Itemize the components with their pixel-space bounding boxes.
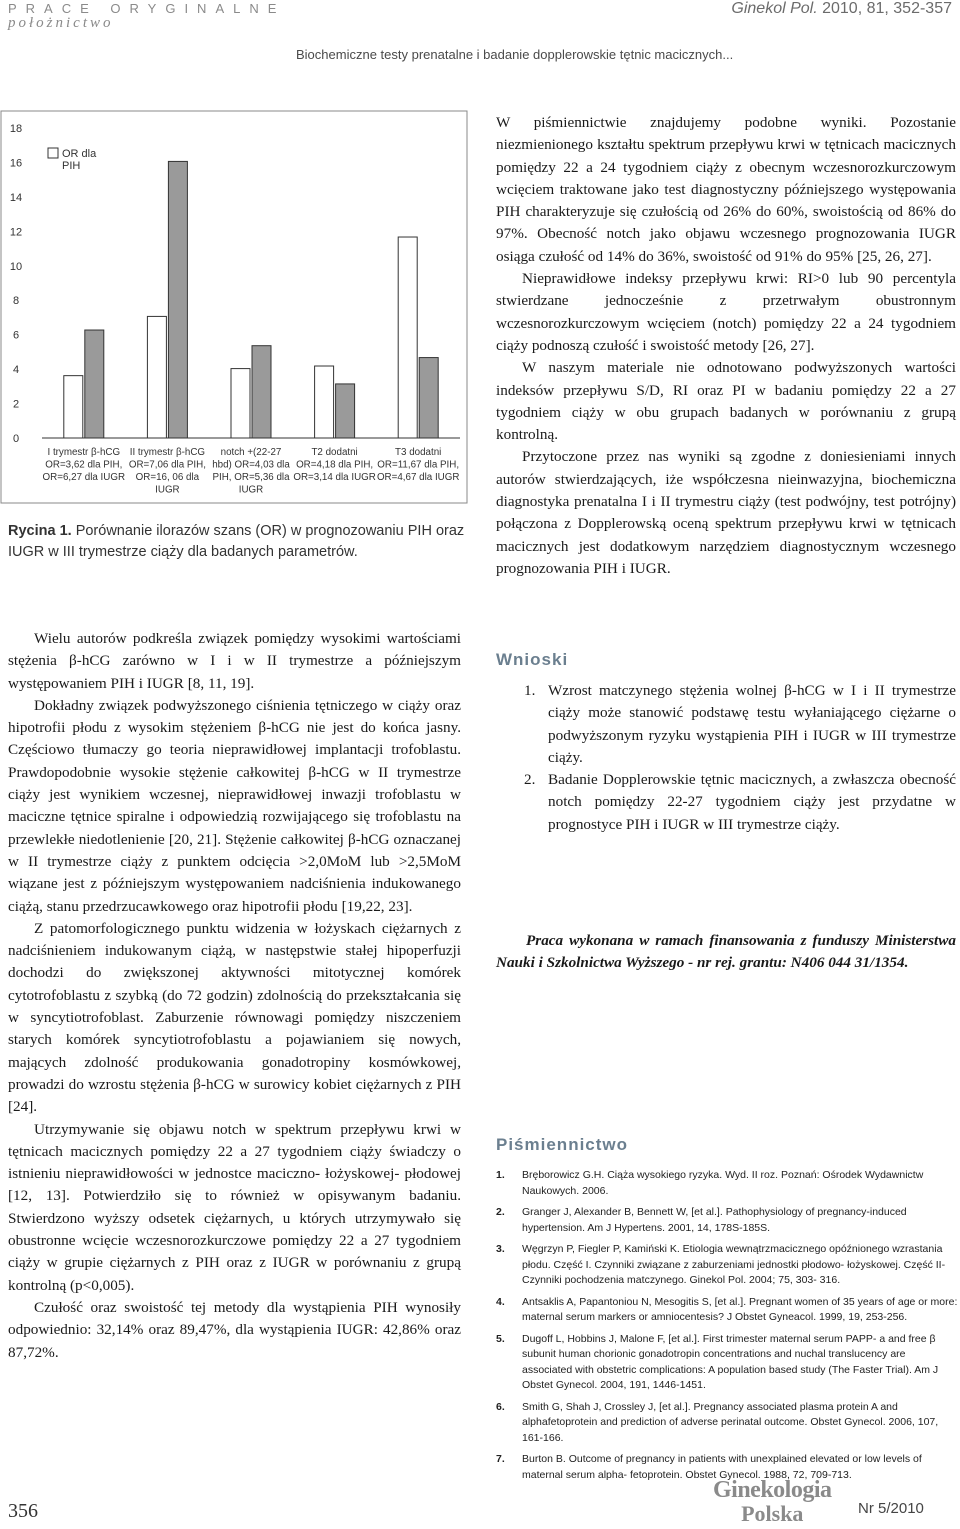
list-item-text: Badanie Dopplerowskie tętnic macicznych, a zwłaszcza obecność notch pomiędzy 22-27 tygodniem ciąży jest przydatne w prognostyce PIH i IUGR w III trymestrze ciąży.	[548, 771, 956, 833]
y-tick-label: 16	[9, 157, 23, 170]
reference-item	[496, 1242, 958, 1289]
bar-pih	[231, 369, 250, 438]
paragraph: Z patomorfologicznego punktu widzenia w łożyskach ciężarnych z nadciśnieniem indukowanym ciążą, w następstwie stałej hipoperfuzji dochodzi do zwiększonej aktywności mitotycznej komórek cytotrofoblastu z szybką (do 72 godzin) zdolnością do przekształcania się w syncytiotrofoblast. Zaburzenie równowagi pomiędzy niszczeniem starych komórek syncytiotrofoblastu a pojawianiem się nowych, mających zdolność produkowania gonadotropiny kosmówkowej, prowadzi do wzrostu stężenia β-hCG w surowicy kobiet ciężarnych z PIH [24].	[8, 919, 461, 1116]
x-tick-label: OR=4,67 dla IUGR	[376, 472, 460, 483]
x-tick-label: T2 dodatni	[311, 447, 358, 458]
legend-swatch	[48, 148, 58, 158]
journal-logo	[713, 1478, 832, 1526]
figure-caption	[8, 521, 468, 563]
journal-name: Ginekol Pol.	[731, 0, 818, 17]
y-tick-label: 4	[12, 364, 20, 377]
reference-item	[496, 1332, 958, 1394]
y-tick-label: 14	[9, 191, 23, 204]
references-heading: Piśmiennictwo	[496, 1135, 629, 1154]
reference-number: 6.	[496, 1400, 505, 1413]
reference-text: Antsaklis A, Papantoniou N, Mesogitis S, [et al.]. Pregnant women of 35 years of age or more: maternal serum markers or amniocentesis? J Obstet Gyneacol. 1999, 19, 253-256.	[522, 1295, 958, 1323]
bar-pih	[147, 316, 166, 438]
bar-pih	[398, 237, 417, 438]
legend-label: OR dla	[62, 148, 97, 160]
page-header-section	[8, 2, 285, 31]
journal-ref: 2010, 81, 352-357	[817, 0, 952, 17]
right-column-body	[496, 112, 956, 580]
left-column-body	[8, 628, 461, 1364]
x-tick-label: hbd) OR=4,03 dla	[212, 459, 290, 471]
x-tick-label: IUGR	[155, 484, 180, 496]
x-tick-label: OR=4,18 dla PIH,	[296, 459, 374, 471]
section-label: PRACE ORYGINALNE	[8, 1, 286, 16]
or-bar-chart	[0, 110, 470, 505]
bar-iugr	[419, 358, 438, 438]
x-tick-label: OR=6,27 dla IUGR	[42, 472, 126, 483]
page-number: 356	[8, 1500, 38, 1522]
reference-number: 4.	[496, 1295, 505, 1308]
reference-item	[496, 1295, 958, 1326]
reference-text: Granger J, Alexander B, Bennett W, [et al.]. Pathophysiology of pregnancy-induced hypertension. Am J Hypertens. 2001, 14, 178S-185S.	[522, 1206, 907, 1234]
paragraph: W naszym materiale nie odnotowano podwyższonych wartości indeksów przepływu S/D, RI oraz PI w badaniu pomiędzy 22 a 27 tygodniem ciąży w obu grupach badanych w porównaniu z grupą kontrolną.	[496, 359, 956, 444]
reference-item	[496, 1205, 958, 1236]
paragraph: Dokładny związek podwyższonego ciśnienia tętniczego w ciąży oraz hipotrofii płodu z wysokim stężeniem β-hCG nie jest do końca jasny. Częściowo tłumaczy go teoria nieprawidłowej implantacji trofoblastu. Prawdopodobnie wysokie stężenie całkowitej β-hCG w II trymestrze ciąży jest wynikiem wczesnej, nieprawidłowej inwazji trofoblastu w maciczne tętnice spiralne i odpowiedzią rozwijającego się trofoblastu na przewlekłe niedotlenienie [20, 21]. Stężenie całkowitej β-hCG oznaczanej w II trymestrze ciąży z punktem odcięcia >2,0MoM lub >2,5MoM wiązane jest z późniejszym występowaniem nadciśnienia indukowanego ciążą, stanu przedrzucawkowego oraz hipotrofii płodu [19,22, 23].	[8, 696, 461, 915]
list-item-text: Wzrost matczynego stężenia wolnej β-hCG w I i II trymestrze ciąży może stanowić podstawę testu wyłaniającego ciężarne o podwyższonym ryzyku wystąpienia PIH i IUGR w III trymestrze ciąży.	[548, 682, 956, 766]
logo-line: Polska	[741, 1501, 804, 1526]
issue-number: Nr 5/2010	[858, 1500, 924, 1517]
reference-text: Węgrzyn P, Fiegler P, Kamiński K. Etiologia wewnątrzmacicznego opóźnionego wzrastania płodu. Część I. Czynniki związane z zaburzeniami jednostki płodowo- łożyskowej. Część II- Czynniki pochodzenia matczynego. Ginekol Pol. 2004; 75, 303- 316.	[522, 1243, 946, 1286]
paragraph: Czułość oraz swoistość tej metody dla wystąpienia PIH wynosiły odpowiednio: 32,14% oraz 89,47%, dla wystąpienia IUGR: 42,86% oraz 87,72%.	[8, 1298, 461, 1361]
y-tick-label: 18	[9, 123, 23, 135]
paragraph: W piśmiennictwie znajdujemy podobne wyniki. Pozostanie niezmienionego kształtu spektrum przepływu krwi w tętnicach macicznych pomiędzy 22 a 24 tygodniem ciąży z obecnym wczesnorozkurczowym wcięciem traktowane jako test diagnostyczny późniejszego występowania PIH charakteryzuje się czułością od 26% do 60%, swoistością od 86% do 97%. Obecność notch jako objawu wczesnego prognozowania IUGR osiąga czułość od 14% do 36%, swoistość od 91% do 95% [25, 26, 27].	[496, 114, 956, 265]
reference-number: 5.	[496, 1332, 505, 1345]
reference-text: Smith G, Shah J, Crossley J, [et al.]. Pregnancy associated plasma protein A and alphafetoprotein and prediction of adverse perinatal outcome. Obstet Gynecol. 2006, 107, 161-166.	[522, 1400, 939, 1444]
x-tick-label: OR=3,14 dla IUGR	[293, 472, 376, 483]
bar-iugr	[252, 346, 271, 438]
figure-caption-text: Porównanie ilorazów szans (OR) w prognozowaniu PIH oraz IUGR w III trymestrze ciąży dla badanych parametrów.	[8, 523, 465, 560]
x-tick-label: T3 dodatni	[395, 447, 442, 458]
bar-pih	[315, 366, 334, 438]
list-item-number: 1.	[524, 682, 536, 699]
reference-item	[496, 1400, 958, 1447]
x-tick-label: OR=3,62 dla PIH,	[45, 459, 123, 471]
reference-text: Dugoff L, Hobbins J, Malone F, [et al.]. First trimester maternal serum PAPP- a and free β subunit human chorionic gonadotropin concentrations and nuchal translucency are associated with obstetric complications: A population based study (The Faster Trial). Am J Obstet Gynecol. 2004, 191, 1446-1451.	[522, 1332, 939, 1391]
list-item-number: 2.	[524, 771, 536, 789]
x-tick-label: OR=11,67 dla PIH,	[377, 459, 460, 471]
list-item	[524, 680, 956, 769]
y-tick-label: 10	[9, 260, 23, 273]
x-tick-label: IUGR	[238, 484, 264, 496]
reference-number: 3.	[496, 1243, 505, 1255]
reference-number: 2.	[496, 1206, 505, 1218]
references-list	[496, 1168, 958, 1489]
reference-text: Bręborowicz G.H. Ciąża wysokiego ryzyka. Wyd. II roz. Poznań: Ośrodek Wydawnictw Naukowych. 2006.	[522, 1169, 924, 1197]
reference-number: 7.	[496, 1453, 505, 1465]
bar-iugr	[168, 161, 187, 438]
y-tick-label: 2	[12, 398, 20, 411]
x-tick-label: notch +(22-27	[220, 447, 282, 458]
figure-label: Rycina 1.	[8, 523, 72, 539]
y-tick-label: 12	[9, 226, 23, 239]
y-tick-label: 0	[12, 433, 20, 445]
bar-iugr	[336, 384, 355, 438]
y-tick-label: 8	[12, 295, 20, 308]
funding-note: Praca wykonana w ramach finansowania z funduszy Ministerstwa Nauki i Szkolnictwa Wyższego - nr rej. grantu: N406 044 31/1354.	[496, 932, 956, 971]
paragraph: Przytoczone przez nas wyniki są zgodne z doniesieniami innych autorów stwierdzających, iże współczesna nieinwazyjna, biochemiczna diagnostyka prenatalna I i II trymestru ciąży (test podwójny, test potrójny) połączona z Dopplerowską oceną spektrum przepływu krwi w tętnicach macicznych jest dodatkowym narzędziem diagnostycznym wczesnego prognozowania PIH i IUGR.	[496, 448, 956, 577]
y-tick-label: 6	[12, 329, 20, 342]
bar-iugr	[85, 330, 104, 438]
x-tick-label: II trymestr β-hCG	[129, 447, 206, 458]
reference-number: 1.	[496, 1169, 505, 1181]
conclusions-heading: Wnioski	[496, 650, 569, 669]
reference-item	[496, 1168, 958, 1199]
paragraph: Nieprawidłowe indeksy przepływu krwi: RI>0 lub 90 percentyla stwierdzane jednocześnie z przetrwałym obustronnym wczesnorozkurczowym wcięciem (notch) pomiędzy 22 a 24 tygodniem ciąży podnoszą czułość i swoistość metody [26, 27].	[496, 270, 956, 354]
logo-line: Ginekologia	[713, 1477, 832, 1503]
x-tick-label: OR=7,06 dla PIH,	[128, 459, 206, 471]
x-tick-label: I trymestr β-hCG	[47, 447, 121, 458]
legend-label: PIH	[62, 160, 81, 172]
paragraph: Wielu autorów podkreśla związek pomiędzy wysokimi wartościami stężenia β-hCG zarówno w I i w II trymestrze a późniejszym występowaniem PIH i IUGR [8, 11, 19].	[8, 630, 461, 692]
x-tick-label: PIH, OR=5,36 dla	[212, 472, 290, 483]
reference-text: Burton B. Outcome of pregnancy in patients with unexplained elevated or low levels of maternal serum alpha- fetoprotein. Obstet Gynecol. 1988, 72, 709-713.	[522, 1453, 922, 1481]
running-title: Biochemiczne testy prenatalne i badanie dopplerowskie tętnic macicznych...	[296, 47, 734, 62]
journal-citation	[731, 0, 952, 18]
conclusions-list	[524, 680, 956, 836]
list-item	[524, 769, 956, 836]
paragraph: Utrzymywanie się objawu notch w spektrum przepływu krwi w tętnicach macicznych pomiędzy 22 a 27 tygodniem ciąży świadczy o istnieniu nieprawidłowości w jednostce maciczno- łożyskowej- płodowej [12, 13]. Potwierdziło się to również w opisywanym badaniu. Stwierdzono wyższy odsetek ciężarnych, u których utrzymywało się obustronne wcięcie wczesnorozkurczowe pomiędzy 22 a 27 tygodniem ciąży w grupie ciężarnych z PIH oraz z IUGR w porównaniu z grupą kontrolną (p<0,005).	[8, 1120, 461, 1294]
x-tick-label: OR=16, 06 dla	[135, 472, 200, 483]
bar-pih	[64, 376, 83, 438]
department-label: położnictwo	[8, 14, 114, 31]
